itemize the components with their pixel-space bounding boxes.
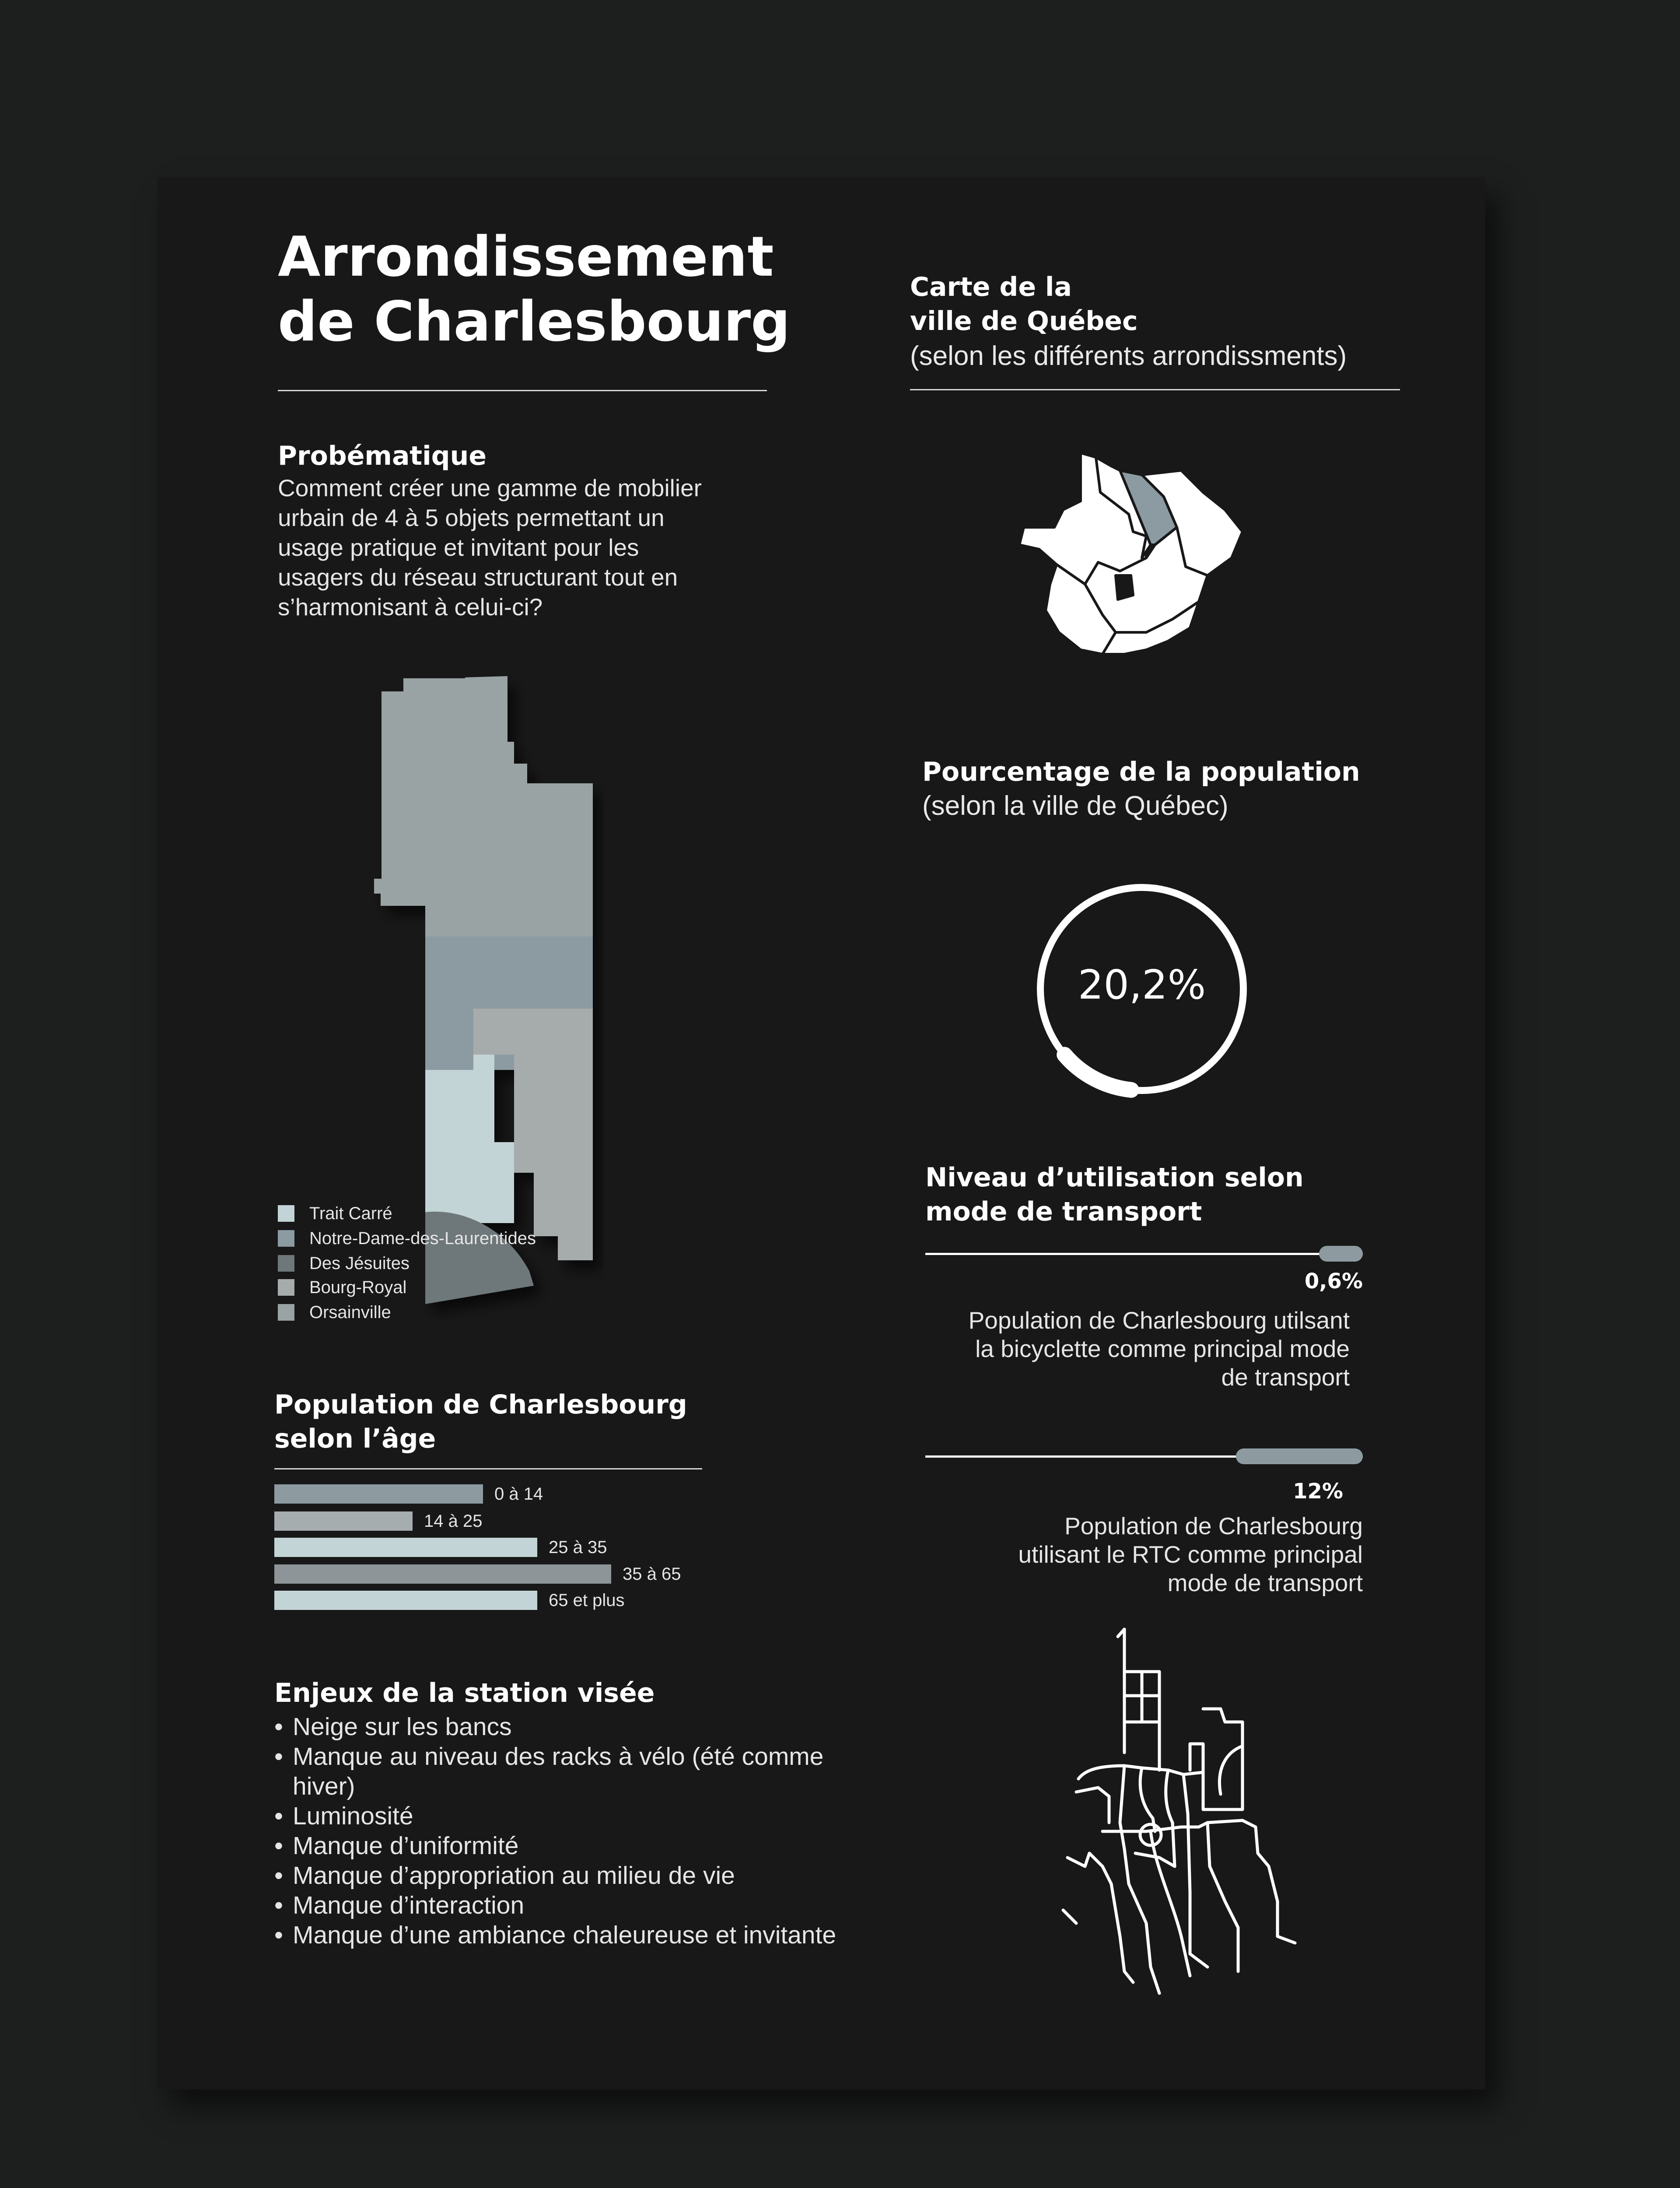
- description-line: mode de transport: [1167, 1569, 1363, 1596]
- description-line: la bicyclette comme principal mode: [975, 1335, 1350, 1362]
- orsainville-zone: [374, 676, 593, 936]
- map-zone-dark: [1116, 575, 1133, 600]
- street: [1068, 1853, 1111, 1884]
- problematique-text: [278, 473, 803, 622]
- problematique-line: urbain de 4 à 5 objets permettant un: [278, 504, 665, 531]
- transport-heading: [925, 1161, 1304, 1229]
- transport-heading-line-1: Niveau d’utilisation selon: [925, 1162, 1304, 1193]
- legend-label: Trait Carré: [309, 1203, 392, 1223]
- street: [1151, 1831, 1190, 1976]
- page-title: [278, 224, 790, 354]
- carte-divider: [910, 389, 1400, 390]
- carte-heading-line-1: Carte de la: [910, 272, 1072, 302]
- legend-item: [278, 1227, 536, 1249]
- legend-swatch: [278, 1304, 294, 1321]
- street: [1120, 1766, 1129, 1884]
- age-bar-label: 0 à 14: [494, 1484, 543, 1504]
- population-ring-chart: [1028, 875, 1256, 1103]
- street-curve: [1219, 1746, 1242, 1794]
- street: [1129, 1884, 1159, 1993]
- enjeux-list: [274, 1712, 843, 1950]
- street: [1111, 1884, 1133, 1982]
- enjeux-heading: Enjeux de la station visée: [274, 1678, 655, 1708]
- problematique-line: usagers du réseau structurant tout en: [278, 564, 678, 591]
- legend-item: [278, 1276, 406, 1298]
- rtc-percentage: 12%: [1293, 1479, 1343, 1504]
- carte-heading: [910, 270, 1138, 338]
- legend-label: Des Jésuites: [309, 1253, 410, 1273]
- age-bar-label: 14 à 25: [424, 1511, 483, 1531]
- street: [1166, 1770, 1175, 1866]
- age-divider: [274, 1468, 702, 1469]
- description-line: Population de Charlesbourg utilsant: [968, 1307, 1350, 1334]
- age-bar: [274, 1564, 611, 1584]
- list-item: • Manque d’interaction: [274, 1890, 843, 1920]
- street: [1076, 1788, 1109, 1823]
- age-bar: [274, 1538, 537, 1557]
- age-heading-line-2: selon l’âge: [274, 1424, 436, 1454]
- progress-track: [925, 1253, 1363, 1255]
- transport-heading-line-2: mode de transport: [925, 1196, 1202, 1227]
- age-bar: [274, 1484, 483, 1504]
- pourcentage-heading: Pourcentage de la population: [922, 757, 1360, 787]
- description-line: de transport: [1221, 1364, 1350, 1391]
- street: [1140, 1768, 1155, 1831]
- age-bar: [274, 1591, 537, 1610]
- legend-item: [278, 1301, 391, 1323]
- street: [1063, 1910, 1076, 1923]
- title-divider: [278, 390, 767, 391]
- bicycle-description: [925, 1306, 1350, 1392]
- problematique-line: Comment créer une gamme de mobilier: [278, 474, 702, 501]
- district-legend: [278, 1203, 672, 1329]
- problematique-heading: Probématique: [278, 441, 487, 471]
- legend-item: [278, 1252, 410, 1274]
- legend-swatch: [278, 1279, 294, 1296]
- street: [1183, 1774, 1190, 1893]
- progress-fill: [1319, 1246, 1363, 1262]
- description-line: Population de Charlesbourg: [1064, 1512, 1363, 1539]
- carte-subtitle: (selon les différents arrondissments): [910, 341, 1347, 371]
- poster: [158, 177, 1485, 2090]
- list-item: • Neige sur les bancs: [274, 1712, 843, 1742]
- list-item: • Manque d’uniformité: [274, 1831, 843, 1861]
- age-bar-chart: [274, 1484, 756, 1616]
- ring-value-arc: [1064, 1055, 1131, 1090]
- legend-label: Orsainville: [309, 1302, 391, 1322]
- legend-swatch: [278, 1255, 294, 1272]
- progress-fill: [1236, 1448, 1363, 1464]
- legend-label: Notre-Dame-des-Laurentides: [309, 1228, 536, 1248]
- description-line: utilisant le RTC comme principal: [1018, 1541, 1363, 1568]
- bicycle-percentage: 0,6%: [1304, 1269, 1363, 1294]
- carte-heading-line-2: ville de Québec: [910, 306, 1138, 337]
- problematique-line: usage pratique et invitant pour les: [278, 534, 639, 561]
- pourcentage-subtitle: (selon la ville de Québec): [922, 791, 1228, 821]
- age-bar-label: 35 à 65: [623, 1564, 681, 1584]
- age-bar: [274, 1511, 413, 1531]
- ring-value-text: 20,2%: [1078, 961, 1206, 1008]
- age-heading: [274, 1388, 687, 1456]
- legend-label: Bourg-Royal: [309, 1277, 407, 1297]
- age-bar-label: 65 et plus: [549, 1591, 625, 1610]
- transport-bar-bicycle: [925, 1246, 1363, 1262]
- list-item: • Manque au niveau des racks à vélo (été comme hiver): [274, 1742, 843, 1801]
- street: [1190, 1893, 1208, 1967]
- rtc-description: [925, 1512, 1363, 1597]
- title-line-1: Arrondissement: [278, 224, 774, 289]
- street: [1208, 1823, 1238, 1971]
- legend-swatch: [278, 1205, 294, 1222]
- age-bar-label: 25 à 35: [549, 1538, 607, 1557]
- list-item: • Manque d’appropriation au milieu de vie: [274, 1861, 843, 1890]
- legend-swatch: [278, 1230, 294, 1247]
- problematique-line: s’harmonisant à celui-ci?: [278, 593, 543, 621]
- transport-bar-rtc: [925, 1448, 1363, 1464]
- list-item: • Manque d’une ambiance chaleureuse et invitante: [274, 1920, 843, 1950]
- street-grid: [1124, 1672, 1159, 1770]
- age-heading-line-1: Population de Charlesbourg: [274, 1389, 687, 1420]
- street-block: [1190, 1709, 1242, 1809]
- legend-item: [278, 1203, 392, 1224]
- trait-carre-zone: [425, 1055, 514, 1223]
- title-line-2: de Charlesbourg: [278, 289, 791, 354]
- list-item: • Luminosité: [274, 1801, 843, 1831]
- street-network-map: [1059, 1621, 1365, 2015]
- street: [1242, 1820, 1295, 1943]
- quebec-city-map: [1015, 444, 1286, 689]
